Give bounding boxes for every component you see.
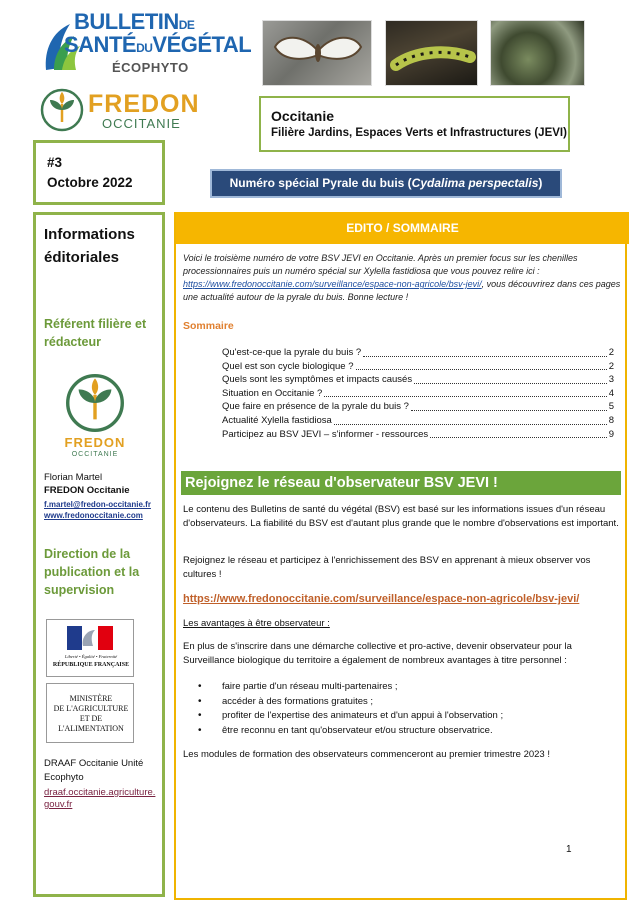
referent-org: FREDON Occitanie bbox=[44, 485, 130, 496]
table-of-contents bbox=[222, 346, 614, 441]
advantages-list bbox=[198, 680, 618, 738]
training-paragraph: Les modules de formation des observateurs commenceront au premier trimestre 2023 ! bbox=[183, 749, 550, 760]
list-item: • faire partie d'un réseau multi-partenaires ; bbox=[198, 681, 398, 692]
fredon-plant-logo-icon bbox=[65, 373, 125, 433]
toc-item[interactable]: Qu'est-ce-que la pyrale du buis ? 2 bbox=[222, 347, 614, 358]
list-item: • profiter de l'expertise des animateurs et d'un appui à l'observation ; bbox=[198, 710, 504, 721]
fredon-website-link[interactable]: www.fredonoccitanie.com bbox=[44, 511, 143, 520]
referent-heading: Référent filière et rédacteur bbox=[44, 317, 147, 349]
edito-section bbox=[174, 212, 627, 900]
edito-header: EDITO / SOMMAIRE bbox=[176, 212, 629, 244]
join-paragraph-1: Le contenu des Bulletins de santé du végétal (BSV) est basé sur les informations issues d'un réseau d'observateurs. La fiabilité du BSV est d'autant plus grande que le nombre d'observations est important. bbox=[183, 504, 619, 529]
region-subtitle: Filière Jardins, Espaces Verts et Infrastructures (JEVI) bbox=[271, 127, 567, 139]
ecophyto-label: ÉCOPHYTO bbox=[112, 60, 189, 75]
fredon-sub: OCCITANIE bbox=[102, 116, 181, 131]
bsv-jevi-link[interactable]: https://www.fredonoccitanie.com/surveillance/espace-non-agricole/bsv-jevi/ bbox=[183, 593, 580, 605]
join-network-banner: Rejoignez le réseau d'observateur BSV JEVI ! bbox=[181, 471, 621, 495]
fredon-plant-logo-icon bbox=[40, 88, 84, 132]
join-paragraph-2: Rejoignez le réseau et participez à l'enrichissement des BSV en apprenant à mieux observer vos cultures ! bbox=[183, 555, 591, 580]
sommaire-title: Sommaire bbox=[183, 320, 234, 332]
draaf-label: DRAAF Occitanie Unité Ecophyto bbox=[44, 758, 144, 783]
damaged-boxwood-photo bbox=[490, 20, 585, 86]
fredon-name: FREDON bbox=[88, 90, 200, 118]
toc-item[interactable]: Situation en Occitanie ? 4 bbox=[222, 387, 614, 399]
referent-email-link[interactable]: f.martel@fredon-occitanie.fr bbox=[44, 500, 151, 509]
bsv-title-line1: BULLETINDE bbox=[74, 9, 195, 34]
advantages-heading: Les avantages à être observateur : bbox=[183, 618, 330, 629]
toc-item[interactable]: Quels sont les symptômes et impacts causés 3 bbox=[222, 374, 614, 386]
special-issue-banner: Numéro spécial Pyrale du buis (Cydalima perspectalis) bbox=[210, 169, 562, 198]
issue-number: #3 bbox=[47, 155, 63, 170]
toc-item[interactable]: Participez au BSV JEVI – s'informer - ressources 9 bbox=[222, 428, 614, 440]
edito-intro: Voici le troisième numéro de votre BSV JEVI en Occitanie. Après un premier focus sur les chenilles processionnaires puis un numéro spécial sur Xylella fastidiosa que vous pouvez relire ici : https://www.fredonoccitanie.com/surveillance/espace-non-agricole/bsv-jevi/, vous découvrirez dans ces pages une actualité autour de la pyrale du buis. Bonne lecture ! bbox=[183, 253, 621, 302]
region-title: Occitanie bbox=[271, 108, 335, 124]
list-item: • accéder à des formations gratuites ; bbox=[198, 695, 374, 707]
issue-box bbox=[33, 140, 165, 205]
marianne-logo-icon bbox=[67, 626, 113, 650]
moth-photo bbox=[262, 20, 372, 86]
sidebar-heading: Informations éditoriales bbox=[44, 226, 135, 266]
page-number: 1 bbox=[566, 844, 572, 855]
republique-francaise-logo: Liberté • Égalité • Fraternité RÉPUBLIQUE FRANÇAISE bbox=[46, 619, 134, 677]
bsv-logo bbox=[40, 9, 252, 82]
draaf-link[interactable]: draaf.occitanie.agriculture.gouv.fr bbox=[44, 787, 156, 810]
fredon-logo bbox=[40, 88, 210, 132]
fredon-sub: OCCITANIE bbox=[71, 451, 119, 458]
bsv-title-line2: SANTÉDUVÉGÉTAL bbox=[64, 32, 252, 57]
fredon-name: FREDON bbox=[64, 435, 126, 450]
fredon-logo-sidebar bbox=[60, 373, 130, 457]
list-item: • être reconnu en tant qu'observateur et/ou structure observatrice. bbox=[198, 724, 493, 736]
issue-date: Octobre 2022 bbox=[47, 175, 133, 190]
editorial-sidebar bbox=[33, 212, 165, 897]
toc-item[interactable]: Quel est son cycle biologique ? 2 bbox=[222, 360, 614, 372]
region-box bbox=[259, 96, 570, 152]
toc-item[interactable]: Actualité Xylella fastidiosa 8 bbox=[222, 414, 614, 426]
bsv-archive-link[interactable]: https://www.fredonoccitanie.com/surveillance/espace-non-agricole/bsv-jevi/ bbox=[183, 279, 482, 289]
referent-name: Florian Martel bbox=[44, 472, 103, 483]
advantages-paragraph: En plus de s'inscrire dans une démarche collective et pro-active, devenir observateur pour la Surveillance biologique du territoire a également de nombreux avantages à titre personnel : bbox=[183, 641, 572, 666]
direction-heading: Direction de la publication et la supervision bbox=[44, 547, 140, 597]
caterpillar-photo bbox=[385, 20, 478, 86]
ministry-agriculture-logo: MINISTÈRE DE L'AGRICULTURE ET DE L'ALIMENTATION bbox=[46, 683, 134, 743]
toc-item[interactable]: Que faire en présence de la pyrale du buis ? 5 bbox=[222, 401, 614, 413]
